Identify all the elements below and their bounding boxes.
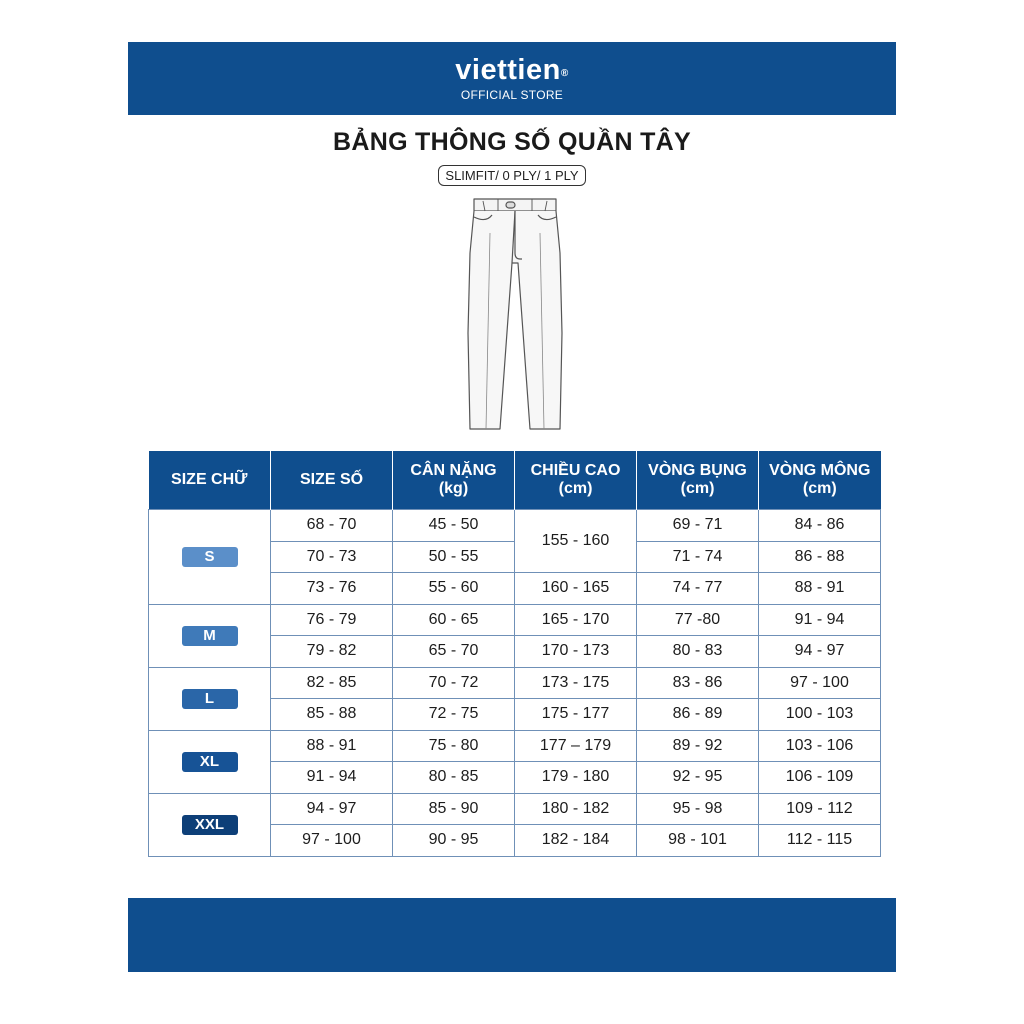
weight-cell: 70 - 72 xyxy=(393,667,515,699)
size-number-cell: 88 - 91 xyxy=(271,730,393,762)
weight-cell: 65 - 70 xyxy=(393,636,515,668)
size-letter-cell xyxy=(149,604,271,667)
hip-cell: 100 - 103 xyxy=(759,699,881,731)
column-header: VÒNG MÔNG (cm) xyxy=(759,451,881,510)
table-row xyxy=(149,604,881,636)
size-number-cell: 73 - 76 xyxy=(271,573,393,605)
trousers-illustration xyxy=(460,193,570,435)
height-cell: 175 - 177 xyxy=(515,699,637,731)
weight-cell: 72 - 75 xyxy=(393,699,515,731)
hip-cell: 84 - 86 xyxy=(759,510,881,542)
size-letter-cell xyxy=(149,510,271,605)
weight-cell: 75 - 80 xyxy=(393,730,515,762)
waist-cell: 86 - 89 xyxy=(637,699,759,731)
hip-cell: 94 - 97 xyxy=(759,636,881,668)
waist-cell: 80 - 83 xyxy=(637,636,759,668)
weight-cell: 45 - 50 xyxy=(393,510,515,542)
column-header: CÂN NẶNG (kg) xyxy=(393,451,515,510)
registered-mark: ® xyxy=(560,68,569,79)
waist-cell: 89 - 92 xyxy=(637,730,759,762)
table-row xyxy=(149,510,881,542)
table-row xyxy=(149,730,881,762)
column-header: SIZE SỐ xyxy=(271,451,393,510)
height-cell: 173 - 175 xyxy=(515,667,637,699)
hip-cell: 88 - 91 xyxy=(759,573,881,605)
size-number-cell: 68 - 70 xyxy=(271,510,393,542)
waist-cell: 92 - 95 xyxy=(637,762,759,794)
height-cell: 160 - 165 xyxy=(515,573,637,605)
size-number-cell: 91 - 94 xyxy=(271,762,393,794)
waist-cell: 83 - 86 xyxy=(637,667,759,699)
weight-cell: 50 - 55 xyxy=(393,541,515,573)
size-number-cell: 82 - 85 xyxy=(271,667,393,699)
table-row xyxy=(149,667,881,699)
size-number-cell: 97 - 100 xyxy=(271,825,393,857)
waist-cell: 77 -80 xyxy=(637,604,759,636)
weight-cell: 60 - 65 xyxy=(393,604,515,636)
column-header: VÒNG BỤNG (cm) xyxy=(637,451,759,510)
footer-banner xyxy=(128,898,896,972)
column-header: SIZE CHỮ xyxy=(149,451,271,510)
table-row xyxy=(149,793,881,825)
waist-cell: 98 - 101 xyxy=(637,825,759,857)
hip-cell: 106 - 109 xyxy=(759,762,881,794)
size-letter-cell xyxy=(149,730,271,793)
size-chart-table xyxy=(148,451,881,857)
size-badge: XL xyxy=(182,752,238,772)
fit-badge: SLIMFIT/ 0 PLY/ 1 PLY xyxy=(438,165,585,186)
height-cell: 179 - 180 xyxy=(515,762,637,794)
size-number-cell: 70 - 73 xyxy=(271,541,393,573)
size-badge: M xyxy=(182,626,238,646)
height-cell: 177 – 179 xyxy=(515,730,637,762)
hip-cell: 91 - 94 xyxy=(759,604,881,636)
weight-cell: 90 - 95 xyxy=(393,825,515,857)
size-badge: S xyxy=(182,547,238,567)
hip-cell: 86 - 88 xyxy=(759,541,881,573)
brand-name: viettien xyxy=(455,54,561,86)
height-cell: 170 - 173 xyxy=(515,636,637,668)
weight-cell: 85 - 90 xyxy=(393,793,515,825)
waist-cell: 74 - 77 xyxy=(637,573,759,605)
hip-cell: 97 - 100 xyxy=(759,667,881,699)
size-number-cell: 94 - 97 xyxy=(271,793,393,825)
size-number-cell: 79 - 82 xyxy=(271,636,393,668)
brand-logo[interactable] xyxy=(128,54,896,102)
brand-subtitle: OFFICIAL STORE xyxy=(460,88,564,102)
hip-cell: 109 - 112 xyxy=(759,793,881,825)
waist-cell: 69 - 71 xyxy=(637,510,759,542)
height-cell: 155 - 160 xyxy=(515,510,637,573)
column-header: CHIỀU CAO (cm) xyxy=(515,451,637,510)
height-cell: 182 - 184 xyxy=(515,825,637,857)
waist-cell: 95 - 98 xyxy=(637,793,759,825)
size-number-cell: 85 - 88 xyxy=(271,699,393,731)
size-badge: L xyxy=(182,689,238,709)
weight-cell: 80 - 85 xyxy=(393,762,515,794)
weight-cell: 55 - 60 xyxy=(393,573,515,605)
size-letter-cell xyxy=(149,667,271,730)
waist-cell: 71 - 74 xyxy=(637,541,759,573)
size-number-cell: 76 - 79 xyxy=(271,604,393,636)
height-cell: 180 - 182 xyxy=(515,793,637,825)
table-header-row xyxy=(149,451,881,510)
page-title: BẢNG THÔNG SỐ QUẦN TÂY xyxy=(333,128,691,156)
height-cell: 165 - 170 xyxy=(515,604,637,636)
hip-cell: 103 - 106 xyxy=(759,730,881,762)
header-banner xyxy=(128,42,896,115)
size-letter-cell xyxy=(149,793,271,856)
size-badge: XXL xyxy=(182,815,238,835)
hip-cell: 112 - 115 xyxy=(759,825,881,857)
